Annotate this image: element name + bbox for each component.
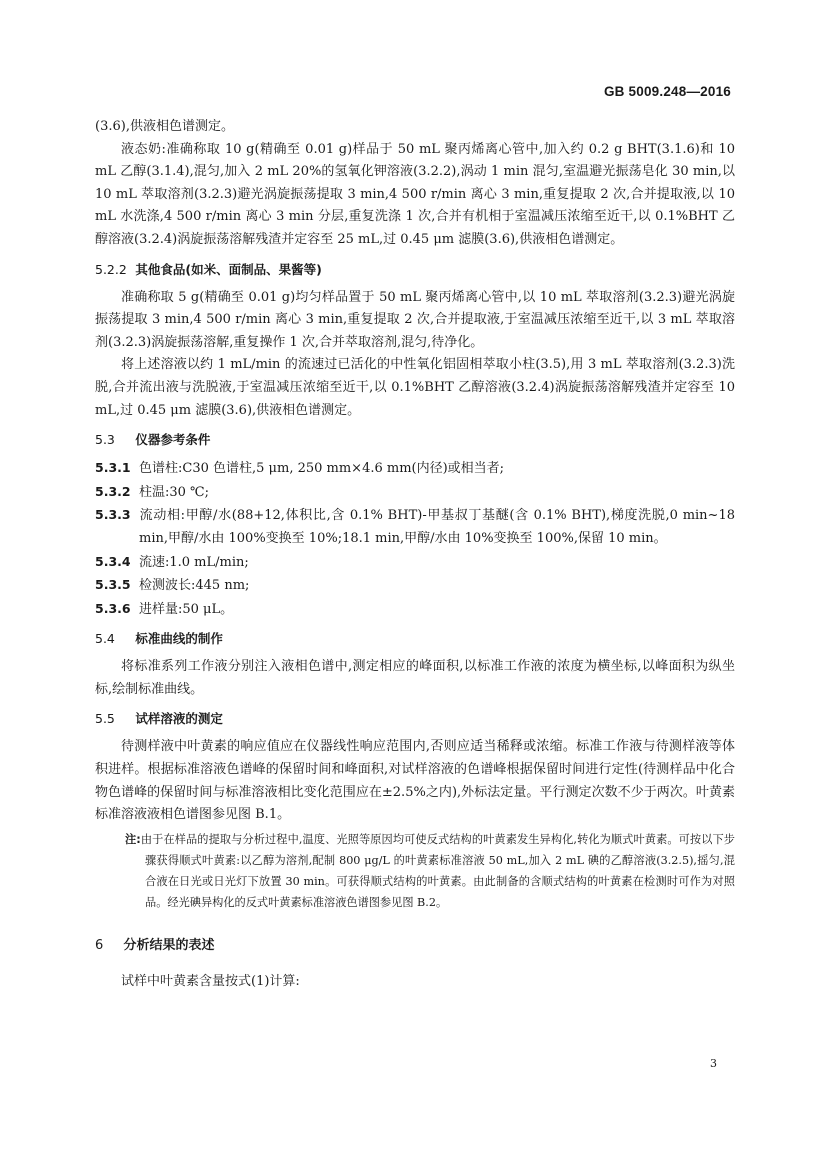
section-5-4 <box>95 628 735 650</box>
paragraph-measurement: 待测样液中叶黄素的响应值应在仪器线性响应范围内,否则应适当稀释或浓缩。标准工作液与待测样液等体积进样。根据标准溶液色谱峰的保留时间和峰面积,对试样溶液的色谱峰根据保留时间进行定性(待测样品中化合物色谱峰的保留时间与标准溶液相比变化范围应在±2.5%之内),外标法定量。平行测定次数不少于两次。叶黄素标准溶液液相色谱图参见图 B.1。 <box>95 739 735 823</box>
paragraph-tail: (3.6),供液相色谱测定。 <box>95 119 234 134</box>
section-number: 5.4 <box>95 631 115 647</box>
section-title: 仪器参考条件 <box>135 432 211 448</box>
condition-number: 5.3.2 <box>95 483 131 499</box>
section-number: 5.2.2 <box>95 261 127 277</box>
section-5-2-2 <box>95 259 735 281</box>
condition-item <box>95 481 735 505</box>
chapter-6 <box>95 935 735 957</box>
note-label: 注: <box>125 832 141 846</box>
paragraph-result: 试样中叶黄素含量按式(1)计算: <box>121 973 300 989</box>
chapter-title: 分析结果的表述 <box>123 937 215 953</box>
note-text: 由于在样品的提取与分析过程中,温度、光照等原因均可使反式结构的叶黄素发生异构化,转化为顺式叶黄素。可按以下步骤获得顺式叶黄素:以乙醇为溶剂,配制 800 μg/L 的叶黄素标准溶液 50 mL,加入 2 mL 碘的乙醇溶液(3.2.5),摇匀,混合液在日光或日光灯下放置 30 min。可获得顺式结构的叶黄素。由此制备的含顺式结构的叶黄素在检测时可作为对照品。经光碘异构化的反式叶黄素标准溶液色谱图参见图 B.2。 <box>140 832 735 909</box>
condition-item <box>95 574 735 598</box>
document-body <box>95 116 735 993</box>
section-title: 标准曲线的制作 <box>135 631 223 647</box>
section-5-3 <box>95 429 735 451</box>
condition-text: 流速:1.0 mL/min; <box>139 554 249 570</box>
paragraph-standard-curve: 将标准系列工作液分别注入液相色谱中,测定相应的峰面积,以标准工作液的浓度为横坐标,以峰面积为纵坐标,绘制标准曲线。 <box>95 659 735 697</box>
section-number: 5.5 <box>95 711 115 727</box>
page-number: 3 <box>710 1057 717 1070</box>
section-number: 5.3 <box>95 432 115 448</box>
paragraph-liquid-milk: 液态奶:准确称取 10 g(精确至 0.01 g)样品于 50 mL 聚丙烯离心管中,加入约 0.2 g BHT(3.1.6)和 10 mL 乙醇(3.1.4),混匀,加入 2 mL 20%的氢氧化钾溶液(3.2.2),涡动 1 min 混匀,室温避光振荡皂化 30 min,以 10 mL 萃取溶剂(3.2.3)避光涡旋振荡提取 3 min,4 500 r/min 离心 3 min,重复提取 2 次,合并提取液,以 10 mL 水洗涤,4 500 r/min 离心 3 min 分层,重复洗涤 1 次,合并有机相于室温减压浓缩至近干,以 0.1%BHT 乙醇溶液(3.2.4)涡旋振荡溶解残渣并定容至 25 mL,过 0.45 μm 滤膜(3.6),供液相色谱测定。 <box>95 141 735 247</box>
note <box>95 829 735 913</box>
condition-text: 色谱柱:C30 色谱柱,5 μm, 250 mm×4.6 mm(内径)或相当者; <box>139 461 505 477</box>
condition-item <box>95 598 735 622</box>
section-5-5 <box>95 708 735 730</box>
chapter-number: 6 <box>95 937 104 953</box>
section-title: 其他食品(如米、面制品、果酱等) <box>135 261 322 277</box>
condition-text: 柱温:30 ℃; <box>139 484 209 500</box>
condition-text: 检测波长:445 nm; <box>139 578 250 594</box>
condition-item <box>95 457 735 481</box>
condition-number: 5.3.1 <box>95 460 131 476</box>
condition-text: 进样量:50 μL。 <box>139 601 234 617</box>
condition-number: 5.3.4 <box>95 553 131 569</box>
condition-item <box>95 504 735 550</box>
paragraph-other-1: 准确称取 5 g(精确至 0.01 g)均匀样品置于 50 mL 聚丙烯离心管中,以 10 mL 萃取溶剂(3.2.3)避光涡旋振荡提取 3 min,4 500 r/min 离心 3 min,重复提取 2 次,合并提取液,于室温减压浓缩至近干,以 3 mL 萃取溶剂(3.2.3)涡旋振荡溶解,重复操作 1 次,合并萃取溶剂,混匀,待净化。 <box>95 289 735 350</box>
condition-item <box>95 551 735 575</box>
condition-number: 5.3.5 <box>95 577 131 593</box>
section-title: 试样溶液的测定 <box>135 711 223 727</box>
paragraph-other-2: 将上述溶液以约 1 mL/min 的流速过已活化的中性氧化铝固相萃取小柱(3.5),用 3 mL 萃取溶剂(3.2.3)洗脱,合并流出液与洗脱液,于室温减压浓缩至近干,以 0.1%BHT 乙醇溶液(3.2.4)涡旋振荡溶解残渣并定容至 10 mL,过 0.45 μm 滤膜(3.6),供液相色谱测定。 <box>95 357 735 418</box>
condition-text: 流动相:甲醇/水(88+12,体积比,含 0.1% BHT)-甲基叔丁基醚(含 0.1% BHT),梯度洗脱,0 min~18 min,甲醇/水由 100%变换至 10%;18.1 min,甲醇/水由 10%变换至 100%,保留 10 min。 <box>139 508 735 546</box>
condition-number: 5.3.3 <box>95 507 131 523</box>
condition-number: 5.3.6 <box>95 600 131 616</box>
standard-id: GB 5009.248—2016 <box>603 84 731 99</box>
